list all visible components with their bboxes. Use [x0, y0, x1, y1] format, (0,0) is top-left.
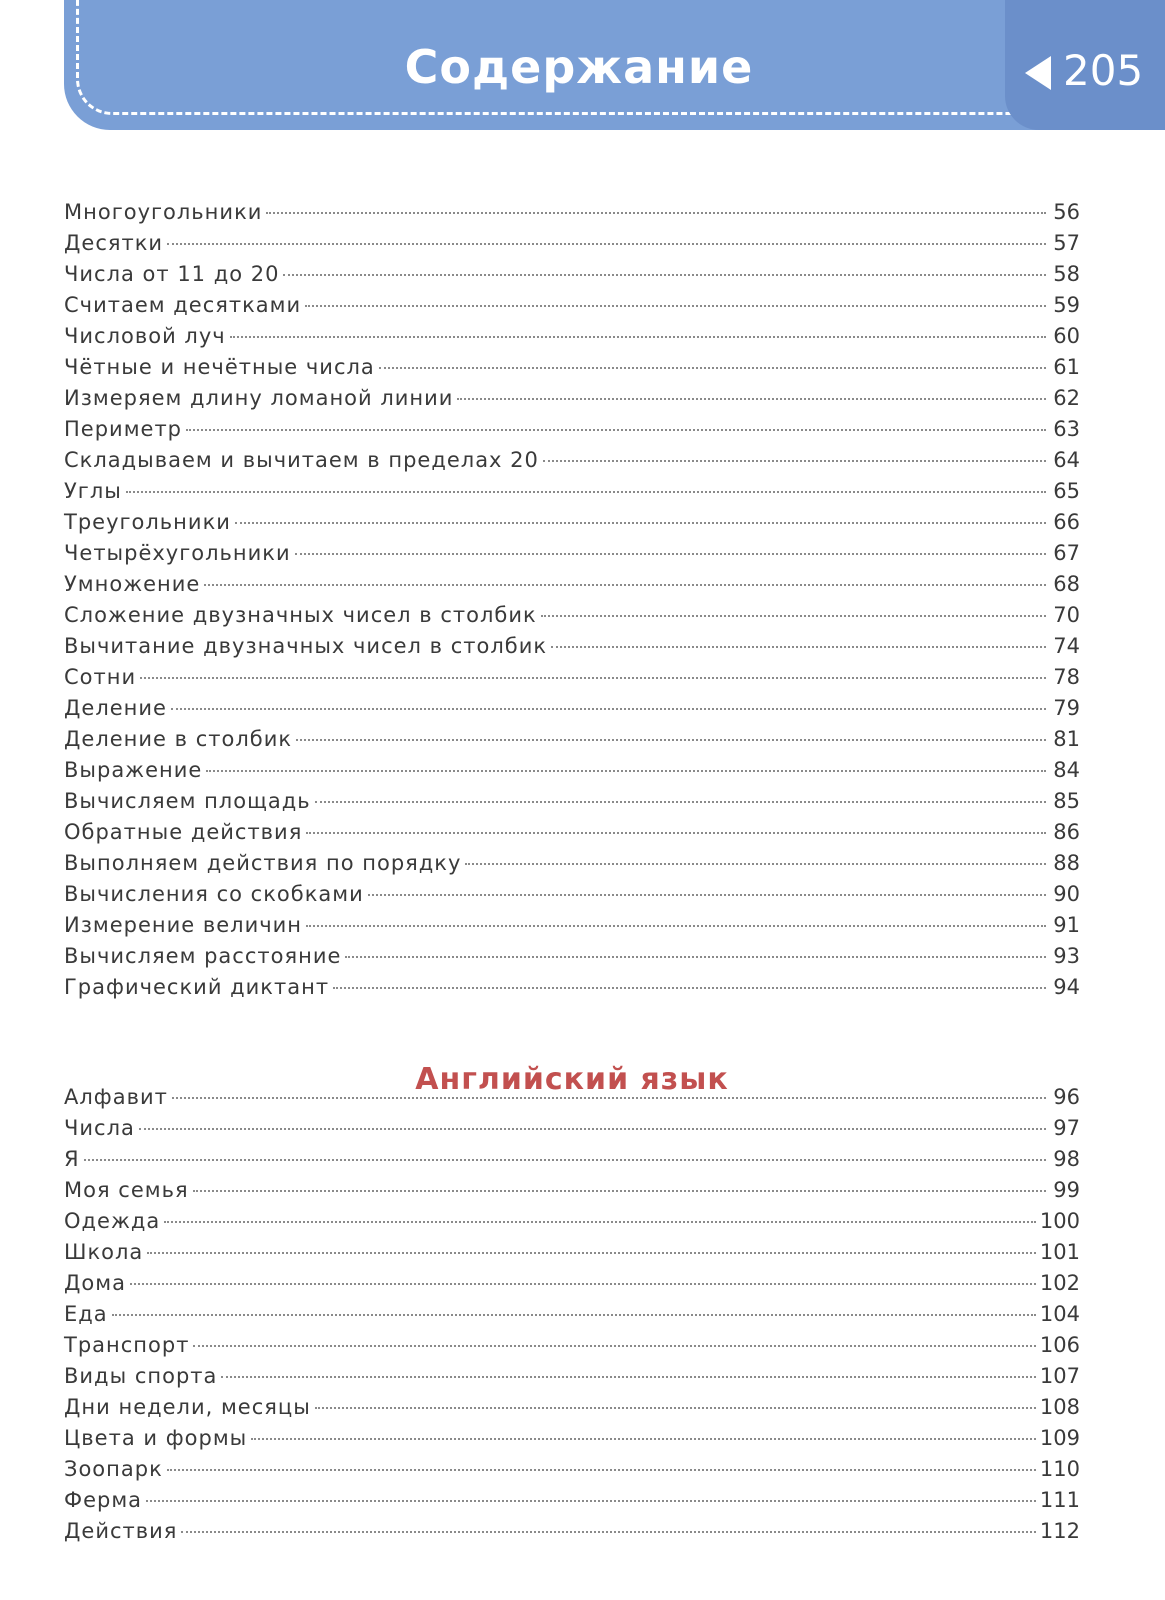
toc-entry-label: Дома — [64, 1271, 126, 1295]
toc-entry-page: 91 — [1053, 913, 1080, 937]
page-title: Содержание — [404, 40, 754, 94]
toc-entry-label: Треугольники — [64, 510, 231, 534]
toc-entry-label: Вычисляем площадь — [64, 789, 311, 813]
toc-entry-page: 68 — [1053, 572, 1080, 596]
dot-leader — [296, 739, 1046, 741]
toc-entry-page: 97 — [1053, 1116, 1080, 1140]
toc-entry — [64, 1113, 1080, 1144]
toc-entry — [64, 290, 1080, 321]
toc-entry — [64, 786, 1080, 817]
toc-entry-page: 58 — [1053, 262, 1080, 286]
toc-entry-page: 93 — [1053, 944, 1080, 968]
dot-leader — [171, 708, 1046, 710]
toc-entry — [64, 538, 1080, 569]
toc-entry-page: 99 — [1053, 1178, 1080, 1202]
toc-entry — [64, 693, 1080, 724]
toc-entry-label: Моя семья — [64, 1178, 189, 1202]
toc-entry — [64, 879, 1080, 910]
toc-entry — [64, 910, 1080, 941]
dot-leader — [146, 1500, 1036, 1502]
dot-leader — [305, 305, 1046, 307]
dot-leader — [235, 522, 1046, 524]
dot-leader — [140, 677, 1046, 679]
toc-entry — [64, 507, 1080, 538]
section-title-english: Английский язык — [415, 1062, 729, 1097]
toc-entry-label: Алфавит — [64, 1085, 168, 1109]
toc-entry — [64, 352, 1080, 383]
dot-leader — [193, 1345, 1035, 1347]
toc-entry — [64, 414, 1080, 445]
toc-entry-label: Измеряем длину ломаной линии — [64, 386, 454, 410]
toc-entry — [64, 197, 1080, 228]
dot-leader — [457, 398, 1046, 400]
toc-entry-label: Сложение двузначных чисел в столбик — [64, 603, 537, 627]
toc-entry-page: 90 — [1053, 882, 1080, 906]
toc-entry — [64, 1206, 1080, 1237]
toc-entry — [64, 941, 1080, 972]
toc-entry — [64, 476, 1080, 507]
toc-entry — [64, 817, 1080, 848]
toc-entry — [64, 972, 1080, 1003]
toc-entry — [64, 1299, 1080, 1330]
dot-leader — [306, 832, 1046, 834]
toc-entry-page: 84 — [1053, 758, 1080, 782]
dot-leader — [315, 1407, 1036, 1409]
toc-entry-page: 94 — [1053, 975, 1080, 999]
dot-leader — [315, 801, 1046, 803]
toc-entry — [64, 321, 1080, 352]
toc-entry-label: Числа от 11 до 20 — [64, 262, 280, 286]
dot-leader — [181, 1531, 1035, 1533]
toc-entry — [64, 1268, 1080, 1299]
dot-leader — [84, 1159, 1046, 1161]
toc-entry — [64, 755, 1080, 786]
dot-leader — [164, 1221, 1036, 1223]
toc-entry-page: 85 — [1053, 789, 1080, 813]
toc-entry-label: Сотни — [64, 665, 137, 689]
toc-entry-label: Углы — [64, 479, 122, 503]
toc-entry-page: 109 — [1039, 1426, 1080, 1450]
toc-entry-page: 111 — [1039, 1488, 1080, 1512]
toc-entry — [64, 1423, 1080, 1454]
dot-leader — [206, 770, 1046, 772]
toc-entry-label: Складываем и вычитаем в пределах 20 — [64, 448, 539, 472]
toc-entry — [64, 445, 1080, 476]
toc-entry-label: Одежда — [64, 1209, 161, 1233]
toc-entry — [64, 631, 1080, 662]
toc-entry — [64, 1392, 1080, 1423]
toc-entry-page: 107 — [1039, 1364, 1080, 1388]
dot-leader — [112, 1314, 1036, 1316]
toc-entry-label: Вычисляем расстояние — [64, 944, 342, 968]
dot-leader — [251, 1438, 1036, 1440]
toc-entry-label: Ферма — [64, 1488, 143, 1512]
dot-leader — [345, 956, 1046, 958]
toc-entry — [64, 662, 1080, 693]
toc-entry-page: 100 — [1039, 1209, 1080, 1233]
toc-entry-page: 70 — [1053, 603, 1080, 627]
toc-entry-label: Еда — [64, 1302, 108, 1326]
toc-entry-label: Графический диктант — [64, 975, 330, 999]
toc-entry-page: 78 — [1053, 665, 1080, 689]
toc-entry-label: Периметр — [64, 417, 183, 441]
toc-entry-label: Я — [64, 1147, 80, 1171]
toc-entry-label: Действия — [64, 1519, 178, 1543]
toc-entry-page: 56 — [1053, 200, 1080, 224]
toc-entry — [64, 1082, 1080, 1113]
toc-entry-label: Школа — [64, 1240, 144, 1264]
toc-entry-label: Четырёхугольники — [64, 541, 291, 565]
toc-entry — [64, 1175, 1080, 1206]
toc-entry — [64, 1330, 1080, 1361]
toc-entry-label: Умножение — [64, 572, 201, 596]
dot-leader — [204, 584, 1046, 586]
toc-entry — [64, 848, 1080, 879]
toc-entry — [64, 1144, 1080, 1175]
dot-leader — [465, 863, 1046, 865]
toc-entry-label: Чётные и нечётные числа — [64, 355, 375, 379]
toc-entry-page: 88 — [1053, 851, 1080, 875]
dot-leader — [126, 491, 1046, 493]
toc-entry-page: 59 — [1053, 293, 1080, 317]
toc-entry — [64, 600, 1080, 631]
dot-leader — [167, 1469, 1036, 1471]
dot-leader — [147, 1252, 1036, 1254]
toc-entry-label: Вычитание двузначных чисел в столбик — [64, 634, 548, 658]
toc-entry-label: Десятки — [64, 231, 164, 255]
toc-entry-page: 106 — [1039, 1333, 1080, 1357]
toc-entry — [64, 724, 1080, 755]
toc-entry-label: Обратные действия — [64, 820, 303, 844]
toc-entry-page: 65 — [1053, 479, 1080, 503]
toc-entry-label: Вычисления со скобками — [64, 882, 364, 906]
toc-entry-label: Деление — [64, 696, 167, 720]
toc-entry-page: 61 — [1053, 355, 1080, 379]
page-number: 205 — [1063, 46, 1144, 95]
toc-entry-page: 79 — [1053, 696, 1080, 720]
toc-entry-page: 62 — [1053, 386, 1080, 410]
dot-leader — [543, 460, 1046, 462]
dot-leader — [379, 367, 1046, 369]
toc-entry-page: 110 — [1039, 1457, 1080, 1481]
toc-entry — [64, 569, 1080, 600]
toc-entry-page: 60 — [1053, 324, 1080, 348]
toc-entry-label: Деление в столбик — [64, 727, 293, 751]
toc-english-list — [64, 1082, 1080, 1547]
toc-entry-page: 81 — [1053, 727, 1080, 751]
toc-entry-page: 64 — [1053, 448, 1080, 472]
dot-leader — [167, 243, 1046, 245]
toc-entry — [64, 1361, 1080, 1392]
toc-entry — [64, 383, 1080, 414]
dot-leader — [193, 1190, 1046, 1192]
toc-entry-page: 63 — [1053, 417, 1080, 441]
toc-entry-page: 67 — [1053, 541, 1080, 565]
toc-entry-page: 101 — [1039, 1240, 1080, 1264]
dot-leader — [172, 1097, 1046, 1099]
dot-leader — [130, 1283, 1036, 1285]
dot-leader — [306, 925, 1046, 927]
toc-entry — [64, 259, 1080, 290]
dot-leader — [266, 212, 1046, 214]
toc-entry-label: Зоопарк — [64, 1457, 163, 1481]
toc-entry-page: 98 — [1053, 1147, 1080, 1171]
toc-entry-label: Выполняем действия по порядку — [64, 851, 462, 875]
toc-entry-label: Виды спорта — [64, 1364, 218, 1388]
toc-entry-label: Выражение — [64, 758, 203, 782]
header-banner — [64, 0, 1165, 130]
toc-math-list — [64, 197, 1080, 1003]
toc-entry-page: 96 — [1053, 1085, 1080, 1109]
toc-entry-label: Дни недели, месяцы — [64, 1395, 311, 1419]
dot-leader — [230, 336, 1046, 338]
toc-entry-label: Транспорт — [64, 1333, 190, 1357]
toc-entry-label: Цвета и формы — [64, 1426, 248, 1450]
toc-entry-label: Числовой луч — [64, 324, 226, 348]
dot-leader — [221, 1376, 1036, 1378]
dot-leader — [541, 615, 1046, 617]
toc-entry — [64, 1237, 1080, 1268]
dot-leader — [368, 894, 1046, 896]
toc-entry-page: 66 — [1053, 510, 1080, 534]
toc-entry-label: Считаем десятками — [64, 293, 302, 317]
dot-leader — [295, 553, 1046, 555]
dot-leader — [139, 1128, 1046, 1130]
triangle-left-icon — [1025, 56, 1051, 90]
toc-entry — [64, 228, 1080, 259]
dot-leader — [551, 646, 1046, 648]
toc-entry — [64, 1454, 1080, 1485]
toc-entry-page: 86 — [1053, 820, 1080, 844]
dot-leader — [283, 274, 1046, 276]
toc-entry-page: 57 — [1053, 231, 1080, 255]
toc-entry-page: 112 — [1039, 1519, 1080, 1543]
dot-leader — [186, 429, 1046, 431]
toc-entry — [64, 1516, 1080, 1547]
toc-entry-label: Измерение величин — [64, 913, 303, 937]
page-number-tab — [1005, 0, 1165, 130]
toc-entry-page: 104 — [1039, 1302, 1080, 1326]
toc-entry-page: 102 — [1039, 1271, 1080, 1295]
toc-entry-page: 74 — [1053, 634, 1080, 658]
toc-entry-label: Числа — [64, 1116, 135, 1140]
toc-entry — [64, 1485, 1080, 1516]
toc-entry-page: 108 — [1039, 1395, 1080, 1419]
toc-entry-label: Многоугольники — [64, 200, 263, 224]
dot-leader — [333, 987, 1046, 989]
